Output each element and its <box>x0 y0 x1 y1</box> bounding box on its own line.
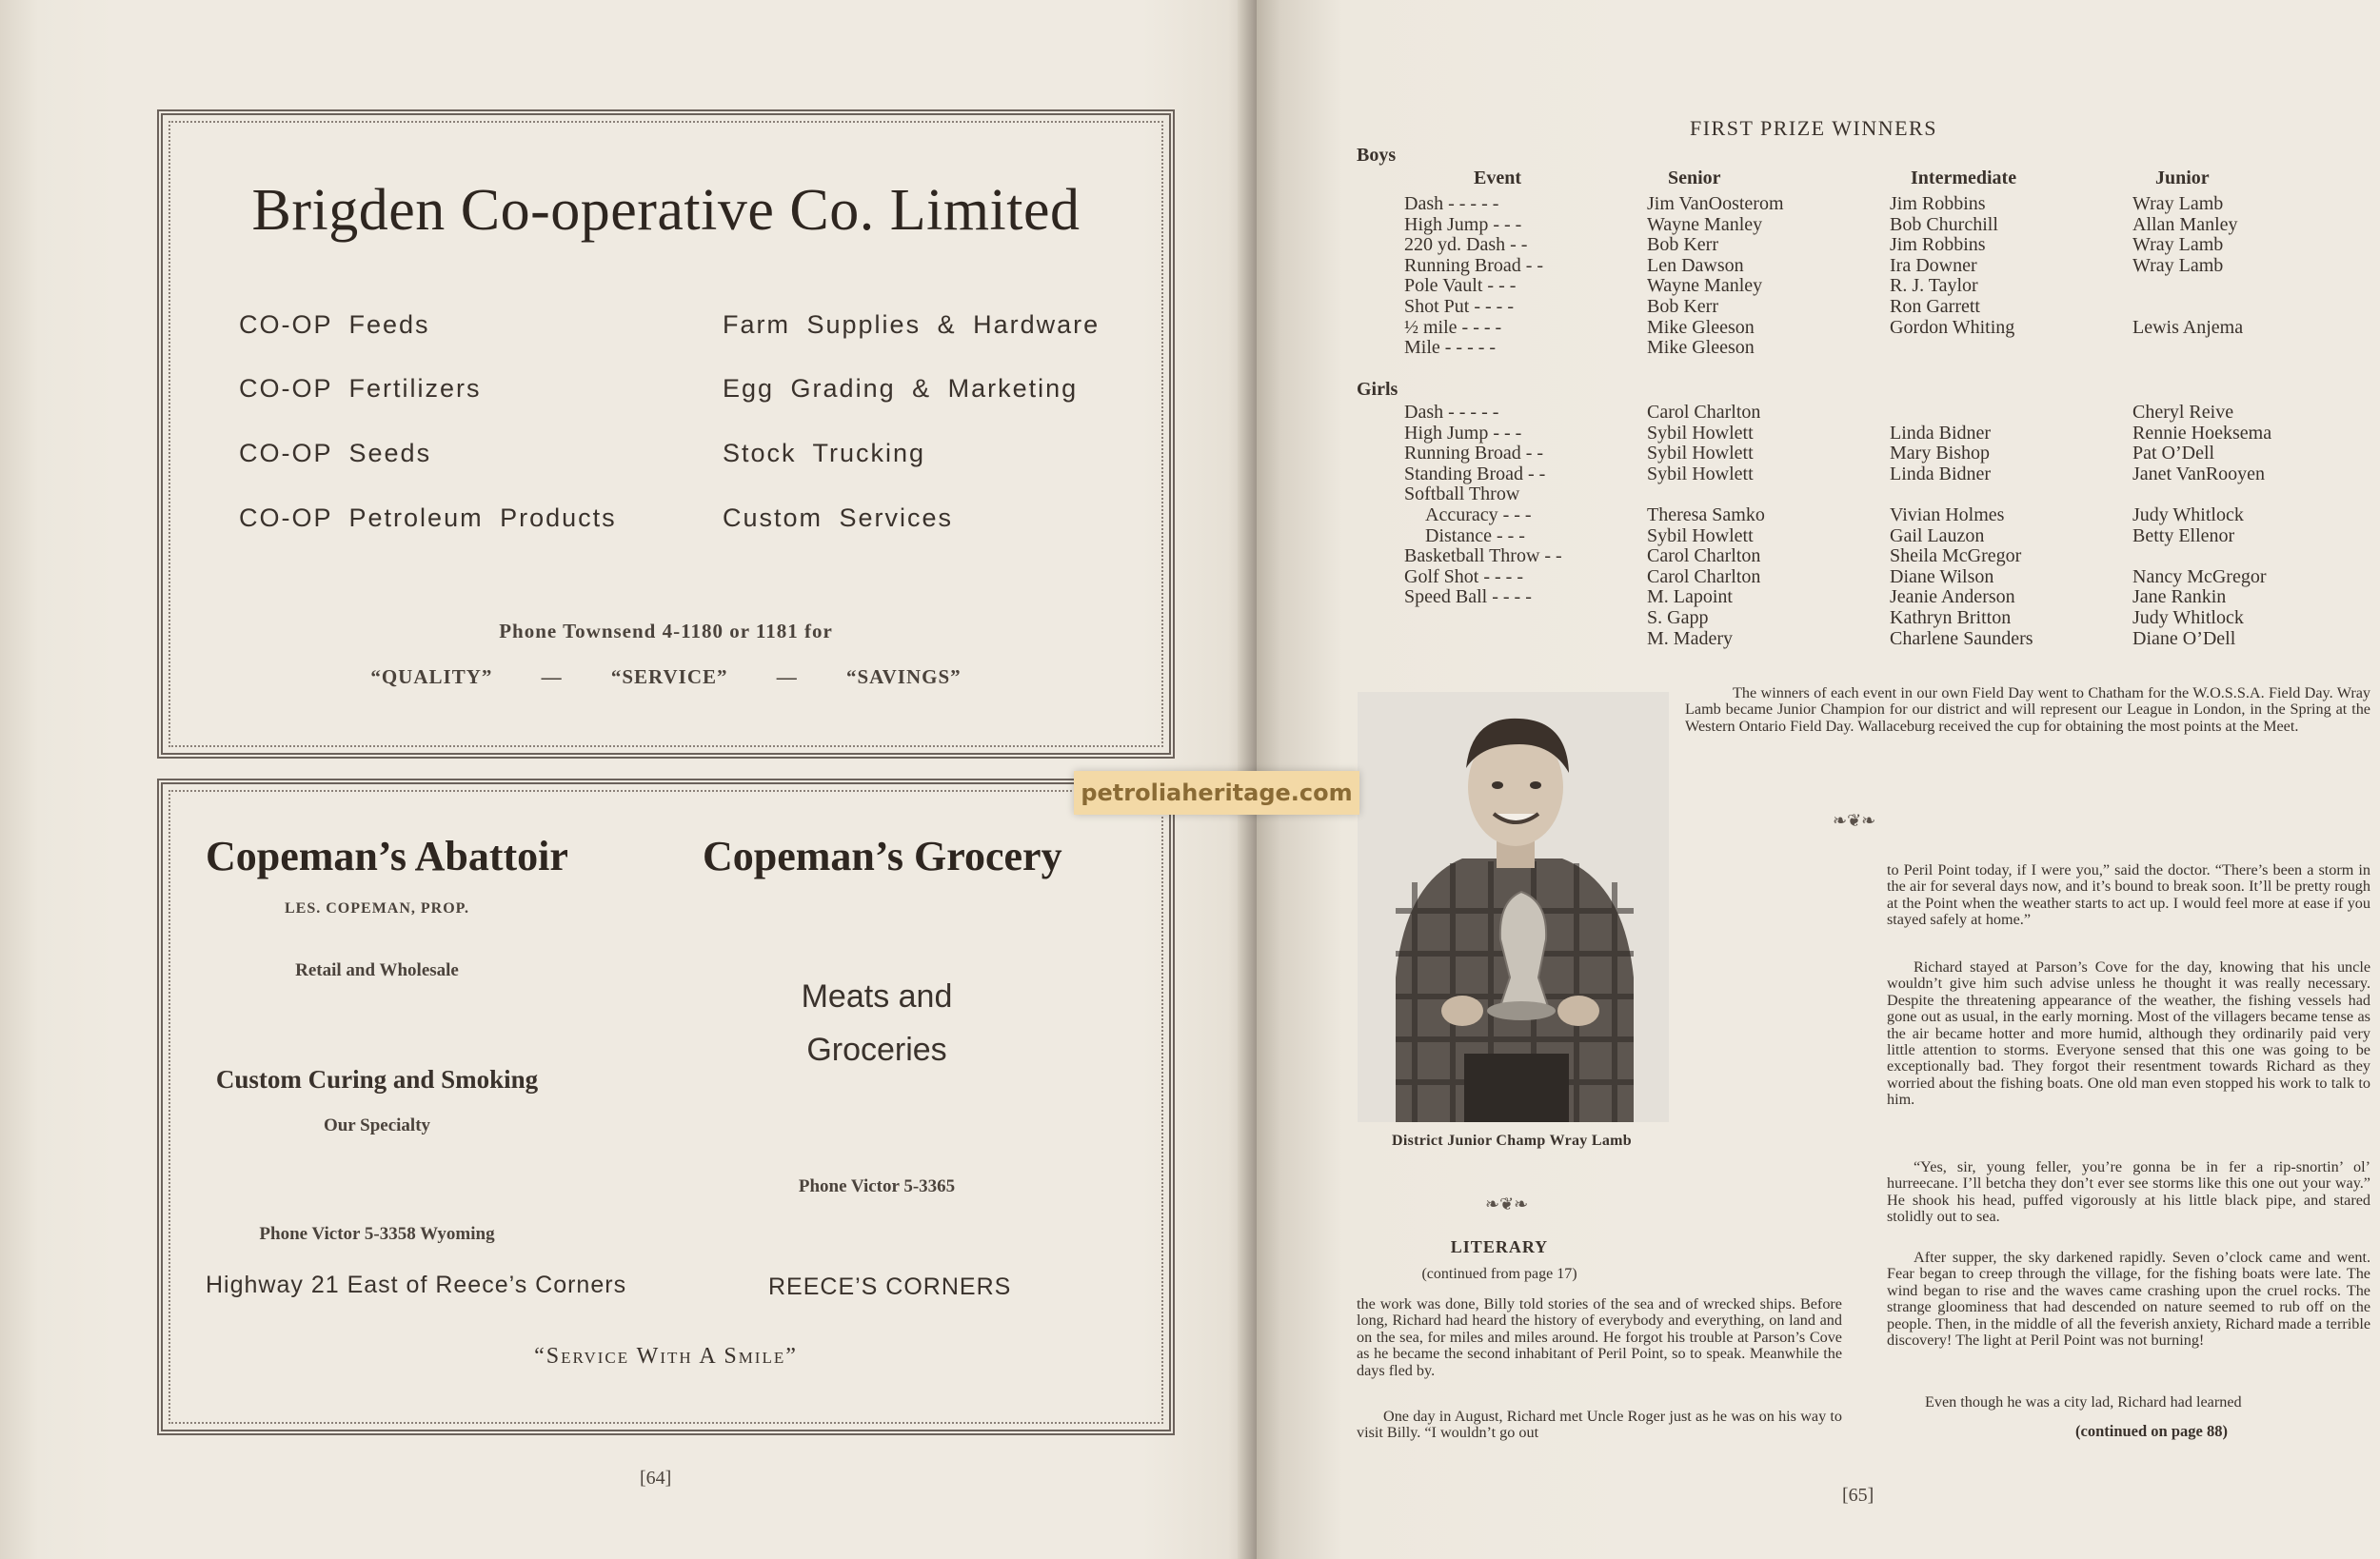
service-custom: Custom Services <box>723 503 954 532</box>
abattoir-title: Copeman’s Abattoir <box>206 833 568 879</box>
girls-junior-cell: Rennie Hoeksema <box>2132 422 2272 444</box>
boys-senior-cell: Wayne Manley <box>1647 275 1763 297</box>
story-paragraph-1: to Peril Point today, if I were you,” said the doctor. “There’s been a storm in the air for several days now, and it’s bound to break soon. It’ll be pretty rough at the Point when the weather starts to act up. I would feel more at ease if you stayed safely at home.” <box>1887 861 2370 929</box>
slogan-dash-2: — <box>776 665 798 688</box>
boys-event-cell: Pole Vault - - - <box>1404 275 1517 297</box>
service-egg-grading: Egg Grading & Marketing <box>723 374 1079 403</box>
boys-junior-cell: Lewis Anjema <box>2132 316 2244 338</box>
story-paragraph-5: Even though he was a city lad, Richard had learned <box>1925 1393 2242 1411</box>
grocery-phone: Phone Victor 5-3365 <box>798 1176 956 1196</box>
girls-label: Girls <box>1357 379 1398 400</box>
girls-intermediate-cell: Kathryn Britton <box>1890 607 2012 628</box>
boys-senior-cell: Wayne Manley <box>1647 213 1763 235</box>
boys-event-cell: Shot Put - - - - <box>1404 296 1514 317</box>
girls-senior-cell: Theresa Samko <box>1647 504 1765 525</box>
girls-intermediate-cell: Vivian Holmes <box>1890 504 2005 525</box>
literary-subheading: (continued from page 17) <box>1421 1266 1577 1282</box>
boys-event-cell: High Jump - - - <box>1404 213 1522 235</box>
col-junior: Junior <box>2155 168 2210 188</box>
girls-event-cell: Standing Broad - - <box>1404 463 1546 484</box>
slogan-savings: “SAVINGS” <box>846 665 962 688</box>
girls-senior-cell: Carol Charlton <box>1647 402 1761 423</box>
boys-senior-cell: Len Dawson <box>1647 254 1744 276</box>
boys-intermediate-cell: R. J. Taylor <box>1890 275 1978 297</box>
boys-junior-cell: Wray Lamb <box>2132 193 2224 214</box>
boys-intermediate-cell: Ira Downer <box>1890 254 1977 276</box>
girls-junior-cell: Pat O’Dell <box>2132 443 2215 464</box>
copeman-ad <box>157 779 1175 1435</box>
story-paragraph-4: After supper, the sky darkened rapidly. Seven o’clock came and went. Fear began to creep through the village, for the fishing boats were late. The wind began to rise and the waves came crashing upon the cruel rocks. The strange gloominess that had descended on nature seemed to rub off on the people. Then, in the middle of all the feverish anxiety, Richard made a terrible discovery! The light at Peril Point was not burning! <box>1887 1249 2370 1350</box>
girls-intermediate-cell: Linda Bidner <box>1890 463 1992 484</box>
abattoir-prop: LES. COPEMAN, PROP. <box>285 900 469 917</box>
girls-junior-cell: Jane Rankin <box>2132 586 2227 608</box>
boys-event-cell: 220 yd. Dash - - <box>1404 234 1528 256</box>
girls-event-cell: Accuracy - - - <box>1425 504 1532 525</box>
grocery-title: Copeman’s Grocery <box>703 833 1062 879</box>
boys-junior-cell: Wray Lamb <box>2132 254 2224 276</box>
brigden-slogans <box>163 665 1169 689</box>
girls-event-cell: Dash - - - - - <box>1404 402 1499 423</box>
girls-junior-cell: Cheryl Reive <box>2132 402 2234 423</box>
girls-junior-cell: Judy Whitlock <box>2132 607 2244 628</box>
reeces-corners: REECE’S CORNERS <box>768 1273 1012 1300</box>
girls-event-cell: Basketball Throw - - <box>1404 545 1562 567</box>
boys-event-cell: Mile - - - - - <box>1404 337 1497 359</box>
meats-line-2: Groceries <box>806 1032 947 1068</box>
custom-curing: Custom Curing and Smoking <box>215 1065 539 1094</box>
page-number-65: [65] <box>1842 1485 1874 1506</box>
girls-event-cell: Softball Throw <box>1404 483 1520 505</box>
girls-event-cell: Distance - - - <box>1425 524 1525 546</box>
service-coop-feeds: CO-OP Feeds <box>239 310 430 339</box>
col-senior: Senior <box>1668 168 1721 188</box>
boys-senior-cell: Mike Gleeson <box>1647 337 1755 359</box>
girls-junior-cell: Betty Ellenor <box>2132 524 2235 546</box>
story-paragraph-2: Richard stayed at Parson’s Cove for the day, knowing that his uncle wouldn’t give him such advise unless he thought it was really necessary. Despite the threatening appearance of the weather, the fishing vessels had gone out as usual, in the early morning. Most of the villagers became tense as the air became hotter and more humid, although they ordinarily paid very little attention to storms. Everyone sensed that this one was going to be exceptionally bad. They forgot their resentment towards Richard as they worried about the fishing boats. One old man even stopped his work to talk to him. <box>1887 958 2370 1109</box>
story-paragraph-3: “Yes, sir, young feller, you’re gonna be in fer a rip-snortin’ ol’ hurreecane. I’ll betcha they don’t ever see storms like this one out your way.” He shook his head, puffed vigorously at his little black pipe, and stared stolidly out to sea. <box>1887 1158 2370 1226</box>
boys-intermediate-cell: Gordon Whiting <box>1890 316 2015 338</box>
girls-senior-cell: Carol Charlton <box>1647 565 1761 587</box>
girls-intermediate-cell: Gail Lauzon <box>1890 524 1985 546</box>
boys-label: Boys <box>1357 145 1397 166</box>
boys-intermediate-cell: Jim Robbins <box>1890 193 1986 214</box>
service-with-a-smile: “Service With A Smile” <box>534 1344 798 1369</box>
boys-senior-cell: Bob Kerr <box>1647 296 1718 317</box>
girls-intermediate-cell: Mary Bishop <box>1890 443 1990 464</box>
brigden-phone: Phone Townsend 4-1180 or 1181 for <box>499 620 833 642</box>
boys-event-cell: Dash - - - - - <box>1404 193 1499 214</box>
retail-wholesale: Retail and Wholesale <box>295 960 459 980</box>
literary-heading: LITERARY <box>1450 1237 1549 1256</box>
service-coop-petroleum: CO-OP Petroleum Products <box>239 503 617 532</box>
watermark: petroliaheritage.com <box>1074 771 1359 815</box>
girls-event-cell: Golf Shot - - - - <box>1404 565 1523 587</box>
boys-junior-cell: Wray Lamb <box>2132 234 2224 256</box>
col-intermediate: Intermediate <box>1911 168 2017 188</box>
col-event: Event <box>1474 168 1521 188</box>
boys-senior-cell: Jim VanOosterom <box>1647 193 1784 214</box>
boys-junior-cell: Allan Manley <box>2132 213 2238 235</box>
girls-event-cell: Speed Ball - - - - <box>1404 586 1532 608</box>
girls-event-cell: Running Broad - - <box>1404 443 1544 464</box>
slogan-quality: “QUALITY” <box>370 665 493 688</box>
meats-line-1: Meats and <box>801 978 953 1015</box>
girls-senior-cell: M. Lapoint <box>1647 586 1733 608</box>
brigden-title: Brigden Co-operative Co. Limited <box>251 178 1081 243</box>
ornament-divider-right: ❧❦❧ <box>1833 811 1876 830</box>
boys-intermediate-cell: Jim Robbins <box>1890 234 1986 256</box>
service-coop-seeds: CO-OP Seeds <box>239 439 432 467</box>
service-stock-trucking: Stock Trucking <box>723 439 926 467</box>
girls-junior-cell: Janet VanRooyen <box>2132 463 2266 484</box>
first-prize-title: FIRST PRIZE WINNERS <box>1690 116 1937 140</box>
girls-event-cell: High Jump - - - <box>1404 422 1522 444</box>
boys-intermediate-cell: Ron Garrett <box>1890 296 1980 317</box>
girls-junior-cell: Nancy McGregor <box>2132 565 2267 587</box>
boys-intermediate-cell: Bob Churchill <box>1890 213 1998 235</box>
girls-senior-cell: Sybil Howlett <box>1647 524 1754 546</box>
girls-senior-cell: Carol Charlton <box>1647 545 1761 567</box>
service-farm-supplies: Farm Supplies & Hardware <box>723 310 1101 339</box>
wray-lamb-photo <box>1358 692 1669 1122</box>
champion-photo-illustration <box>1358 692 1669 1122</box>
girls-senior-cell: Sybil Howlett <box>1647 443 1754 464</box>
brigden-coop-ad <box>157 109 1175 759</box>
ornament-divider-left: ❧❦❧ <box>1485 1194 1529 1214</box>
girls-junior-cell: Diane O’Dell <box>2132 627 2236 649</box>
girls-intermediate-cell: Charlene Saunders <box>1890 627 2033 649</box>
service-coop-fertilizers: CO-OP Fertilizers <box>239 374 482 403</box>
literary-paragraph-1: the work was done, Billy told stories of the sea and of wrecked ships. Before long, Richard had heard the history of everybody and everything, on land and on the sea, for miles and miles around. He forgot his trouble at Parson’s Cove as he became the second inhabitant of Peril Point, so to speak. Meanwhile the days fled by. <box>1357 1295 1842 1379</box>
girls-senior-cell: M. Madery <box>1647 627 1733 649</box>
girls-intermediate-cell: Jeanie Anderson <box>1890 586 2015 608</box>
girls-intermediate-cell: Diane Wilson <box>1890 565 1994 587</box>
boys-event-cell: ½ mile - - - - <box>1404 316 1502 338</box>
girls-senior-cell: Sybil Howlett <box>1647 463 1754 484</box>
boys-senior-cell: Mike Gleeson <box>1647 316 1755 338</box>
girls-intermediate-cell: Sheila McGregor <box>1890 545 2022 567</box>
girls-junior-cell: Judy Whitlock <box>2132 504 2244 525</box>
abattoir-phone: Phone Victor 5-3358 Wyoming <box>259 1224 495 1244</box>
our-specialty: Our Specialty <box>323 1115 431 1135</box>
slogan-service: “SERVICE” <box>610 665 728 688</box>
highway-21: Highway 21 East of Reece’s Corners <box>206 1272 627 1298</box>
page-number-64: [64] <box>640 1468 672 1489</box>
boys-event-cell: Running Broad - - <box>1404 254 1544 276</box>
winners-note: The winners of each event in our own Field Day went to Chatham for the W.O.S.S.A. Field Day. Wray Lamb became Junior Champion for our district and will represent our League in London, in the Spring at the Western Ontario Field Day. Wallaceburg received the cup for obtaining the most points at the Meet. <box>1685 684 2370 735</box>
slogan-dash-1: — <box>541 665 563 688</box>
girls-senior-cell: S. Gapp <box>1647 607 1709 628</box>
girls-senior-cell: Sybil Howlett <box>1647 422 1754 444</box>
continued-note: (continued on page 88) <box>2075 1422 2228 1440</box>
boys-senior-cell: Bob Kerr <box>1647 234 1718 256</box>
photo-caption: District Junior Champ Wray Lamb <box>1392 1133 1632 1149</box>
girls-intermediate-cell: Linda Bidner <box>1890 422 1992 444</box>
literary-paragraph-2: One day in August, Richard met Uncle Roger just as he was on his way to visit Billy. “I wouldn’t go out <box>1357 1408 1842 1442</box>
